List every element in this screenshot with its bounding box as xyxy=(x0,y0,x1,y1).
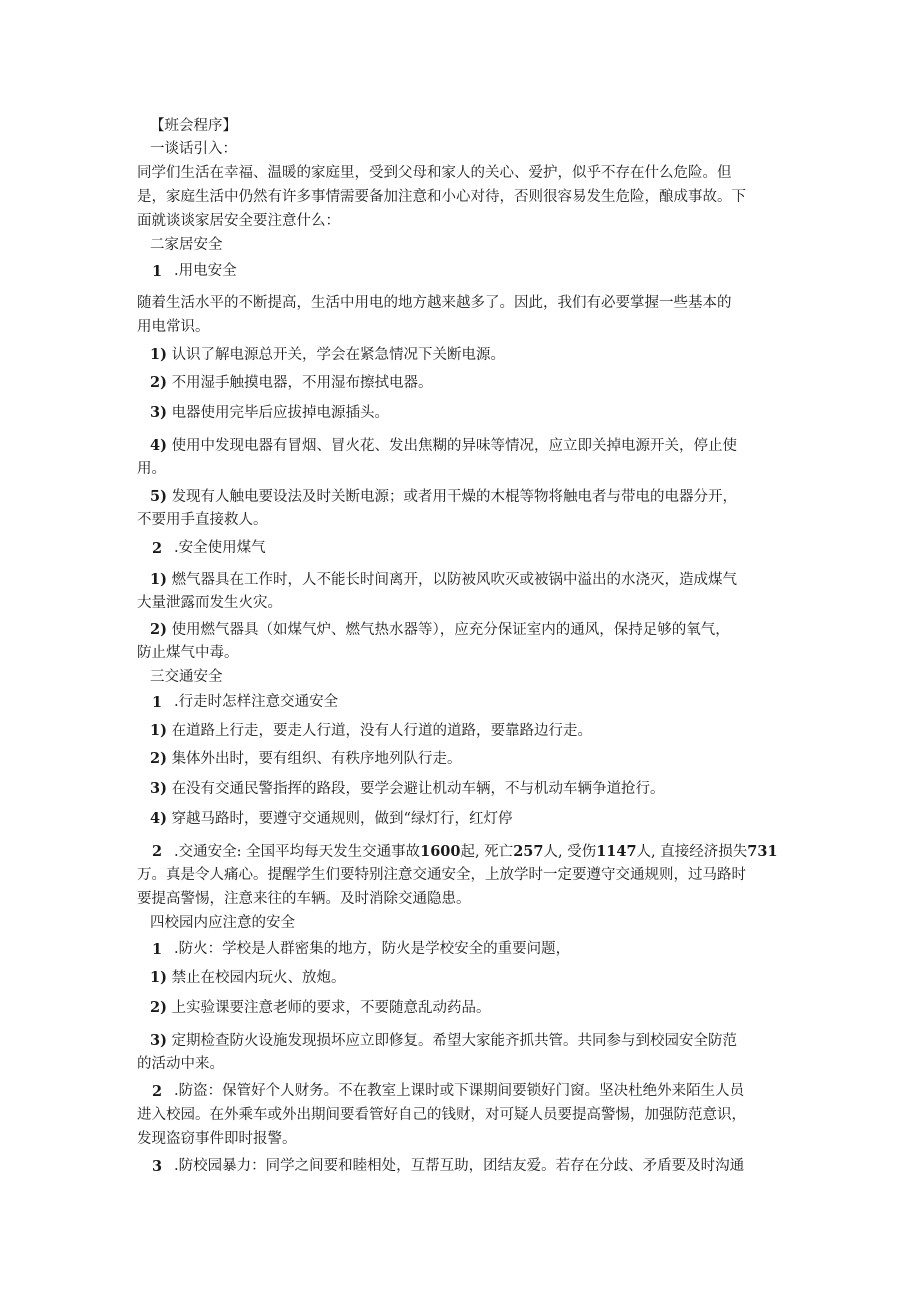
list-item: 1) 禁止在校园内玩火、放炮。 xyxy=(150,969,346,986)
list-item: 3) 在没有交通民警指挥的路段，要学会避让机动车辆，不与机动车辆争道抢行。 xyxy=(150,780,665,797)
list-item: 3) 电器使用完毕后应拔掉电源插头。 xyxy=(150,404,390,421)
subsection-number: 2 xyxy=(152,540,163,557)
subsection-number: 1 xyxy=(152,941,163,958)
section-title-traffic-safety: 三交通安全 xyxy=(150,669,223,685)
section-title-home-safety: 二家居安全 xyxy=(150,237,223,253)
paragraph-line: 用电常识。 xyxy=(137,319,210,335)
stat-deaths: 257 xyxy=(513,843,544,860)
stat-loss: 731 xyxy=(747,843,778,860)
list-item: 1) 燃气器具在工作时，人不能长时间离开，以防被风吹灭或被锅中溢出的水浇灭，造成煤气 xyxy=(150,571,738,588)
list-item-continuation: 大量泄露而发生火灾。 xyxy=(137,595,282,611)
section-title-campus-safety: 四校园内应注意的安全 xyxy=(150,915,295,931)
paragraph-line: 要提高警惕，注意来往的车辆。及时消除交通隐患。 xyxy=(137,891,471,907)
stat-injuries: 1147 xyxy=(596,843,637,860)
subsection-title: .行走时怎样注意交通安全 xyxy=(174,694,339,710)
paragraph-line: .防盗：保管好个人财务。不在教室上课时或下课期间要锁好门窗。坚决杜绝外来陌生人员 xyxy=(174,1083,745,1099)
list-item: 5) 发现有人触电要设法及时关断电源；或者用干燥的木棍等物将触电者与带电的电器分开， xyxy=(150,488,738,505)
statistics-line: .交通安全: 全国平均每天发生交通事故1600起, 死亡257人, 受伤1147人, 直接经济损失731 xyxy=(174,843,778,860)
list-item-continuation: 用。 xyxy=(137,461,166,477)
subsection-title: .用电安全 xyxy=(174,263,237,279)
list-item: 2) 不用湿手触摸电器，不用湿布擦拭电器。 xyxy=(150,374,433,391)
list-item: 2) 集体外出时，要有组织、有秩序地列队行走。 xyxy=(150,750,462,767)
paragraph-line: 同学们生活在幸福、温暖的家庭里，受到父母和家人的关心、爱护，似乎不存在什么危险。但 xyxy=(137,165,732,181)
subsection-number: 2 xyxy=(152,1083,163,1100)
list-item: 2) 上实验课要注意老师的要求，不要随意乱动药品。 xyxy=(150,999,491,1016)
list-item: 1) 在道路上行走，要走人行道，没有人行道的道路，要靠路边行走。 xyxy=(150,722,593,739)
paragraph-line: 进入校园。在外乘车或外出期间要看管好自己的钱财，对可疑人员要提高警惕，加强防范意识， xyxy=(137,1107,746,1123)
paragraph-line: 万。真是令人痛心。提醒学生们要特别注意交通安全，上放学时一定要遵守交通规则，过马路时 xyxy=(137,867,746,883)
list-item: 3) 定期检查防火设施发现损坏应立即修复。希望大家能齐抓共管。共同参与到校园安全防范 xyxy=(150,1032,738,1049)
subsection-title: .安全使用煤气 xyxy=(174,540,266,556)
section-heading: 【班会程序】 xyxy=(150,118,237,134)
subsection-number: 1 xyxy=(152,263,163,280)
list-item: 1) 认识了解电源总开关，学会在紧急情况下关断电源。 xyxy=(150,346,506,363)
section-title-intro: 一谈话引入： xyxy=(150,141,237,157)
paragraph-line: 随着生活水平的不断提高，生活中用电的地方越来越多了。因此，我们有必要掌握一些基本的 xyxy=(137,295,732,311)
subsection-number: 2 xyxy=(152,843,163,860)
paragraph-line: 面就谈谈家居安全要注意什么： xyxy=(137,213,340,229)
paragraph-line: 是，家庭生活中仍然有许多事情需要备加注意和小心对待，否则很容易发生危险，酿成事故。下 xyxy=(137,189,746,205)
paragraph-line: .防校园暴力：同学之间要和睦相处，互帮互助，团结友爱。若存在分歧、矛盾要及时沟通 xyxy=(174,1158,745,1174)
stat-accidents: 1600 xyxy=(420,843,461,860)
subsection-title: .防火：学校是人群密集的地方，防火是学校安全的重要问题， xyxy=(174,941,571,957)
list-item-continuation: 防止煤气中毒。 xyxy=(137,645,239,661)
subsection-number: 3 xyxy=(152,1158,163,1175)
list-item: 4) 使用中发现电器有冒烟、冒火花、发出焦糊的异味等情况，应立即关掉电源开关，停止使 xyxy=(150,437,738,454)
paragraph-line: 发现盗窃事件即时报警。 xyxy=(137,1131,297,1147)
list-item-continuation: 的活动中来。 xyxy=(137,1056,224,1072)
list-item: 2) 使用燃气器具（如煤气炉、燃气热水器等），应充分保证室内的通风，保持足够的氧气， xyxy=(150,621,730,638)
subsection-number: 1 xyxy=(152,694,163,711)
list-item-continuation: 不要用手直接救人。 xyxy=(137,512,268,528)
list-item: 4) 穿越马路时，要遵守交通规则，做到“绿灯行，红灯停 xyxy=(150,810,513,827)
